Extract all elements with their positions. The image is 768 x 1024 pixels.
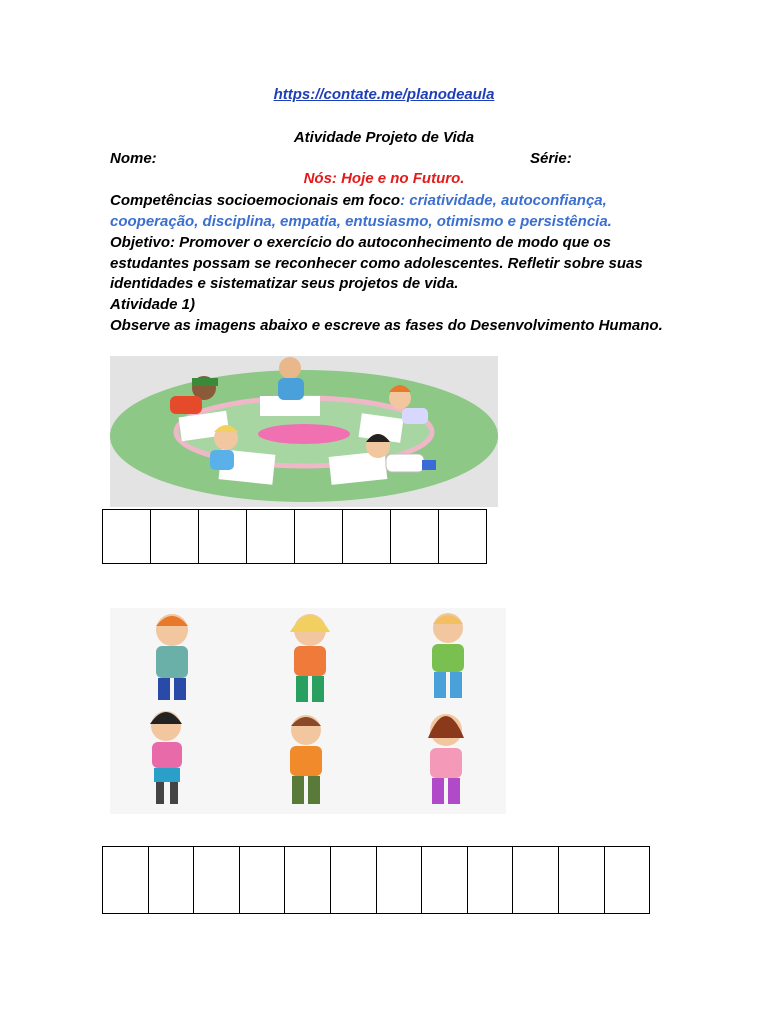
answer-cell[interactable] (247, 510, 295, 564)
instrucao-paragraph: Observe as imagens abaixo e escreve as fases do Desenvolvimento Humano. (110, 317, 663, 334)
answer-grid-1 (102, 509, 487, 564)
answer-cell[interactable] (376, 847, 422, 914)
competencias-paragraph (110, 191, 670, 232)
activity-title: Atividade Projeto de Vida (293, 129, 475, 146)
children-drawing-illustration (110, 356, 498, 507)
answer-cell[interactable] (148, 847, 194, 914)
answer-cell[interactable] (151, 510, 199, 564)
answer-cell[interactable] (330, 847, 376, 914)
atividade-heading: Atividade 1) (110, 296, 196, 313)
answer-cell[interactable] (103, 847, 149, 914)
answer-cell[interactable] (513, 847, 559, 914)
answer-cell[interactable] (194, 847, 240, 914)
answer-cell[interactable] (558, 847, 604, 914)
answer-cell[interactable] (422, 847, 468, 914)
answer-cell[interactable] (391, 510, 439, 564)
serie-label: Série: (530, 150, 572, 167)
answer-cell[interactable] (439, 510, 487, 564)
answer-cell[interactable] (239, 847, 285, 914)
objetivo-paragraph: Objetivo: Promover o exercício do autoconhecimento de modo que os estudantes possam se reconhecer como adolescentes. Refletir sobre suas identidades e sistematizar seus projetos de vida. (110, 234, 643, 293)
plano-de-aula-link[interactable]: https://contate.me/planodeaula (273, 86, 495, 103)
answer-cell[interactable] (199, 510, 247, 564)
answer-grid-2 (102, 846, 650, 914)
answer-cell[interactable] (604, 847, 650, 914)
competencias-list: : criatividade, autoconfiança, cooperação, disciplina, empatia, entusiasmo, otimismo e persistência. (110, 192, 612, 230)
competencias-label: Competências socioemocionais em foco (110, 192, 401, 209)
cartoon-youths-illustration (110, 608, 506, 814)
answer-cell[interactable] (285, 847, 331, 914)
answer-cell[interactable] (103, 510, 151, 564)
activity-subtitle: Nós: Hoje e no Futuro. (303, 170, 465, 187)
answer-cell[interactable] (295, 510, 343, 564)
nome-label: Nome: (110, 150, 157, 167)
answer-cell[interactable] (343, 510, 391, 564)
answer-cell[interactable] (467, 847, 513, 914)
